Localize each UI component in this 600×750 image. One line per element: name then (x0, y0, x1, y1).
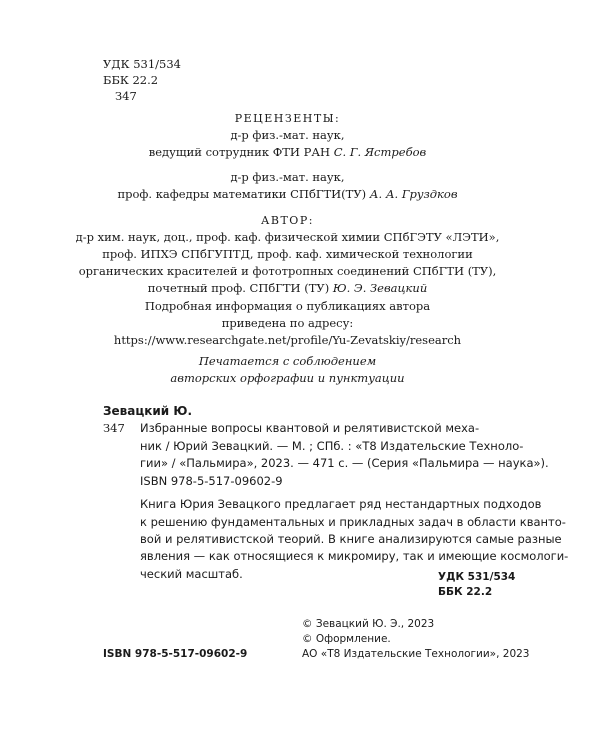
entry-description (103, 420, 549, 472)
author-name: Ю. Э. Зевацкий (332, 281, 428, 295)
entry-line-3: гии» / «Пальмира», 2023. — 471 с. — (Серия «Пальмира — наука»). (140, 455, 549, 470)
isbn-bottom: ISBN 978-5-517-09602-9 (103, 648, 248, 660)
author-line-3: органических красителей и фототропных соединений СПбГТИ (ТУ), (78, 264, 497, 278)
author-line-4: почетный проф. СПбГТИ (ТУ) Ю. Э. Зевацкий (147, 281, 428, 295)
classification-codes (103, 56, 181, 104)
copyright-publisher: АО «Т8 Издательские Технологии», 2023 (302, 648, 530, 660)
reviewer-1-position: ведущий сотрудник ФТИ РАН С. Г. Ястребов (148, 145, 427, 159)
publication-info (60, 298, 515, 349)
spelling-note (60, 353, 515, 387)
reviewer-2-degree: д-р физ.-мат. наук, (230, 170, 345, 184)
copyright-block (302, 617, 529, 662)
info-line-1: Подробная информация о публикациях автора (144, 299, 431, 313)
reviewer-1-name: С. Г. Ястребов (333, 145, 427, 159)
note-line-1: Печатается с соблюдением (198, 354, 377, 368)
udk-code: УДК 531/534 (103, 57, 181, 71)
annotation-line-4: явления — как относящиеся к микромиру, так и имеющие космологи- (140, 549, 569, 564)
reviewers-section (60, 110, 515, 203)
author-line-2: проф. ИПХЭ СПбГУПТД, проф. каф. химической технологии (102, 247, 473, 261)
annotation-line-3: вой и релятивистской теорий. В книге анализируются самые разные (140, 532, 562, 547)
reviewer-2-name: А. А. Груздков (369, 187, 458, 201)
copyright-design: © Оформление. (302, 633, 391, 645)
author-heading: АВТОР: (261, 214, 314, 227)
entry-index: З47 (103, 421, 125, 435)
reviewer-1-degree: д-р физ.-мат. наук, (230, 128, 345, 142)
reviewer-2-position: проф. кафедры математики СПбГТИ(ТУ) А. А. Груздков (117, 187, 458, 201)
author-index: З47 (115, 89, 137, 103)
entry-line-1: Избранные вопросы квантовой и релятивистской меха- (140, 421, 480, 436)
entry-isbn: ISBN 978-5-517-09602-9 (140, 474, 283, 489)
bbk-code: ББК 22.2 (103, 73, 159, 87)
author-line-1: д-р хим. наук, доц., проф. каф. физической химии СПбГЭТУ «ЛЭТИ», (75, 230, 500, 244)
classification-codes-bottom (438, 570, 515, 600)
bbk-code-bottom: ББК 22.2 (438, 586, 493, 598)
annotation-line-5: ческий масштаб. (140, 566, 243, 581)
entry-author: Зевацкий Ю. (103, 404, 193, 418)
entry-line-2: ник / Юрий Зевацкий. — М. ; СПб. : «Т8 Издательские Техноло- (140, 438, 524, 453)
udk-code-bottom: УДК 531/534 (438, 571, 516, 583)
author-section (60, 212, 515, 297)
reviewers-heading: РЕЦЕНЗЕНТЫ: (234, 112, 341, 125)
researchgate-url[interactable]: https://www.researchgate.net/profile/Yu-Zevatskiy/research (113, 333, 462, 347)
annotation-line-1: Книга Юрия Зевацкого предлагает ряд нестандартных подходов (140, 497, 542, 512)
annotation-line-2: к решению фундаментальных и прикладных задач в области кванто- (140, 514, 566, 529)
note-line-2: авторских орфографии и пунктуации (170, 371, 405, 385)
copyright-author: © Зевацкий Ю. Э., 2023 (302, 618, 435, 630)
bibliographic-entry (103, 403, 569, 583)
info-line-2: приведена по адресу: (221, 316, 354, 330)
